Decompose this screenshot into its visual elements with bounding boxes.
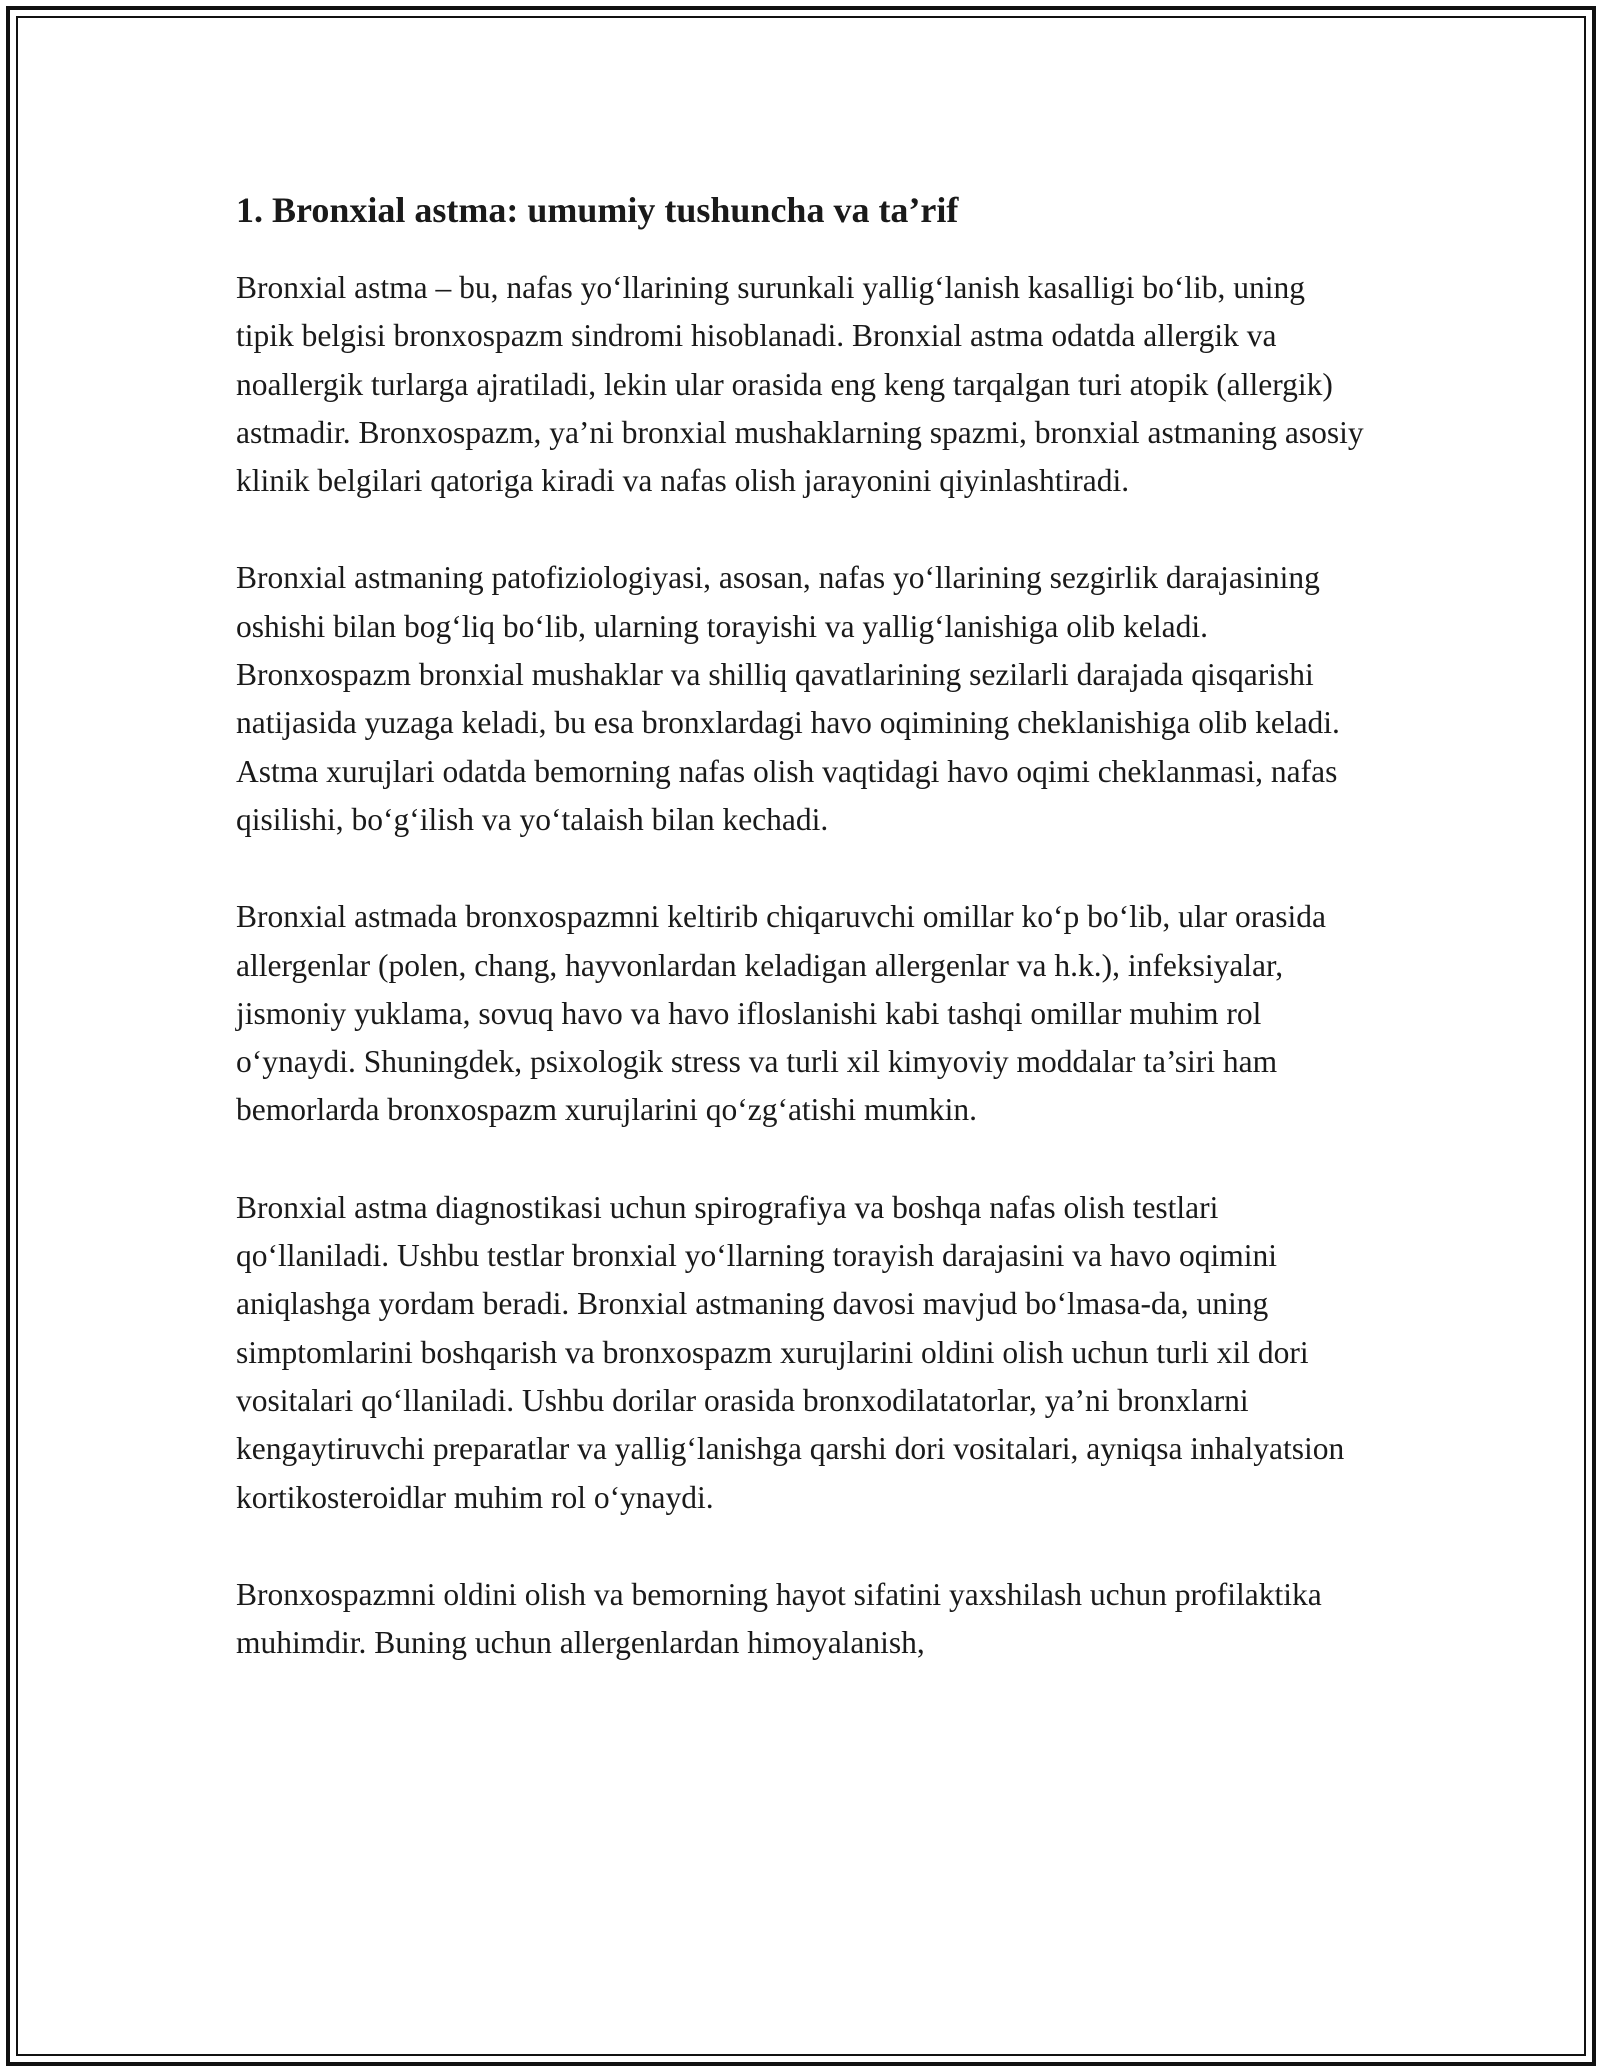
paragraph-definition: Bronxial astma – bu, nafas yo‘llarining surunkali yallig‘lanish kasalligi bo‘lib, uning tipik belgisi bronxospazm sindromi hisoblanadi. Bronxial astma odatda allergik va noallergik turlarga ajratiladi, lekin ular orasida eng keng tarqalgan turi atopik (allergik) astmadir. Bronxospazm, ya’ni bronxial mushaklarning spazmi, bronxial astmaning asosiy klinik belgilari qatoriga kiradi va nafas olish jarayonini qiyinlashtiradi.	[236, 270, 1364, 499]
section-heading: 1. Bronxial astma: umumiy tushuncha va ta’rif	[236, 190, 959, 230]
paragraph-triggers: Bronxial astmada bronxospazmni keltirib chiqaruvchi omillar ko‘p bo‘lib, ular orasida allergenlar (polen, chang, hayvonlardan keladigan allergenlar va h.k.), infeksiyalar, jismoniy yuklama, sovuq havo va havo ifloslanishi kabi tashqi omillar muhim rol o‘ynaydi. Shuningdek, psixologik stress va turli xil kimyoviy moddalar ta’siri ham bemorlarda bronxospazm xurujlarini qo‘zg‘atishi mumkin.	[236, 899, 1326, 1128]
paragraph-prevention: Bronxospazmni oldini olish va bemorning hayot sifatini yaxshilash uchun profilaktika muhimdir. Buning uchun allergenlardan himoyalanish,	[236, 1576, 1322, 1661]
paragraph-pathophysiology: Bronxial astmaning patofiziologiyasi, asosan, nafas yo‘llarining sezgirlik darajasining oshishi bilan bog‘liq bo‘lib, ularning torayishi va yallig‘lanishiga olib keladi. Bronxospazm bronxial mushaklar va shilliq qavatlarining sezilarli darajada qisqarishi natijasida yuzaga keladi, bu esa bronxlardagi havo oqimining cheklanishiga olib keladi. Astma xurujlari odatda bemorning nafas olish vaqtidagi havo oqimi cheklanmasi, nafas qisilishi, bo‘g‘ilish va yo‘talaish bilan kechadi.	[236, 560, 1340, 837]
paragraph-diagnosis-treatment: Bronxial astma diagnostikasi uchun spirografiya va boshqa nafas olish testlari qo‘llaniladi. Ushbu testlar bronxial yo‘llarning torayish darajasini va havo oqimini aniqlashga yordam beradi. Bronxial astmaning davosi mavjud bo‘lmasa-da, uning simptomlarini boshqarish va bronxospazm xurujlarini oldini olish uchun turli xil dori vositalari qo‘llaniladi. Ushbu dorilar orasida bronxodilatatorlar, ya’ni bronxlarni kengaytiruvchi preparatlar va yallig‘lanishga qarshi dori vositalari, ayniqsa inhalyatsion kortikosteroidlar muhim rol o‘ynaydi.	[236, 1189, 1345, 1515]
document-body	[236, 186, 1366, 1716]
